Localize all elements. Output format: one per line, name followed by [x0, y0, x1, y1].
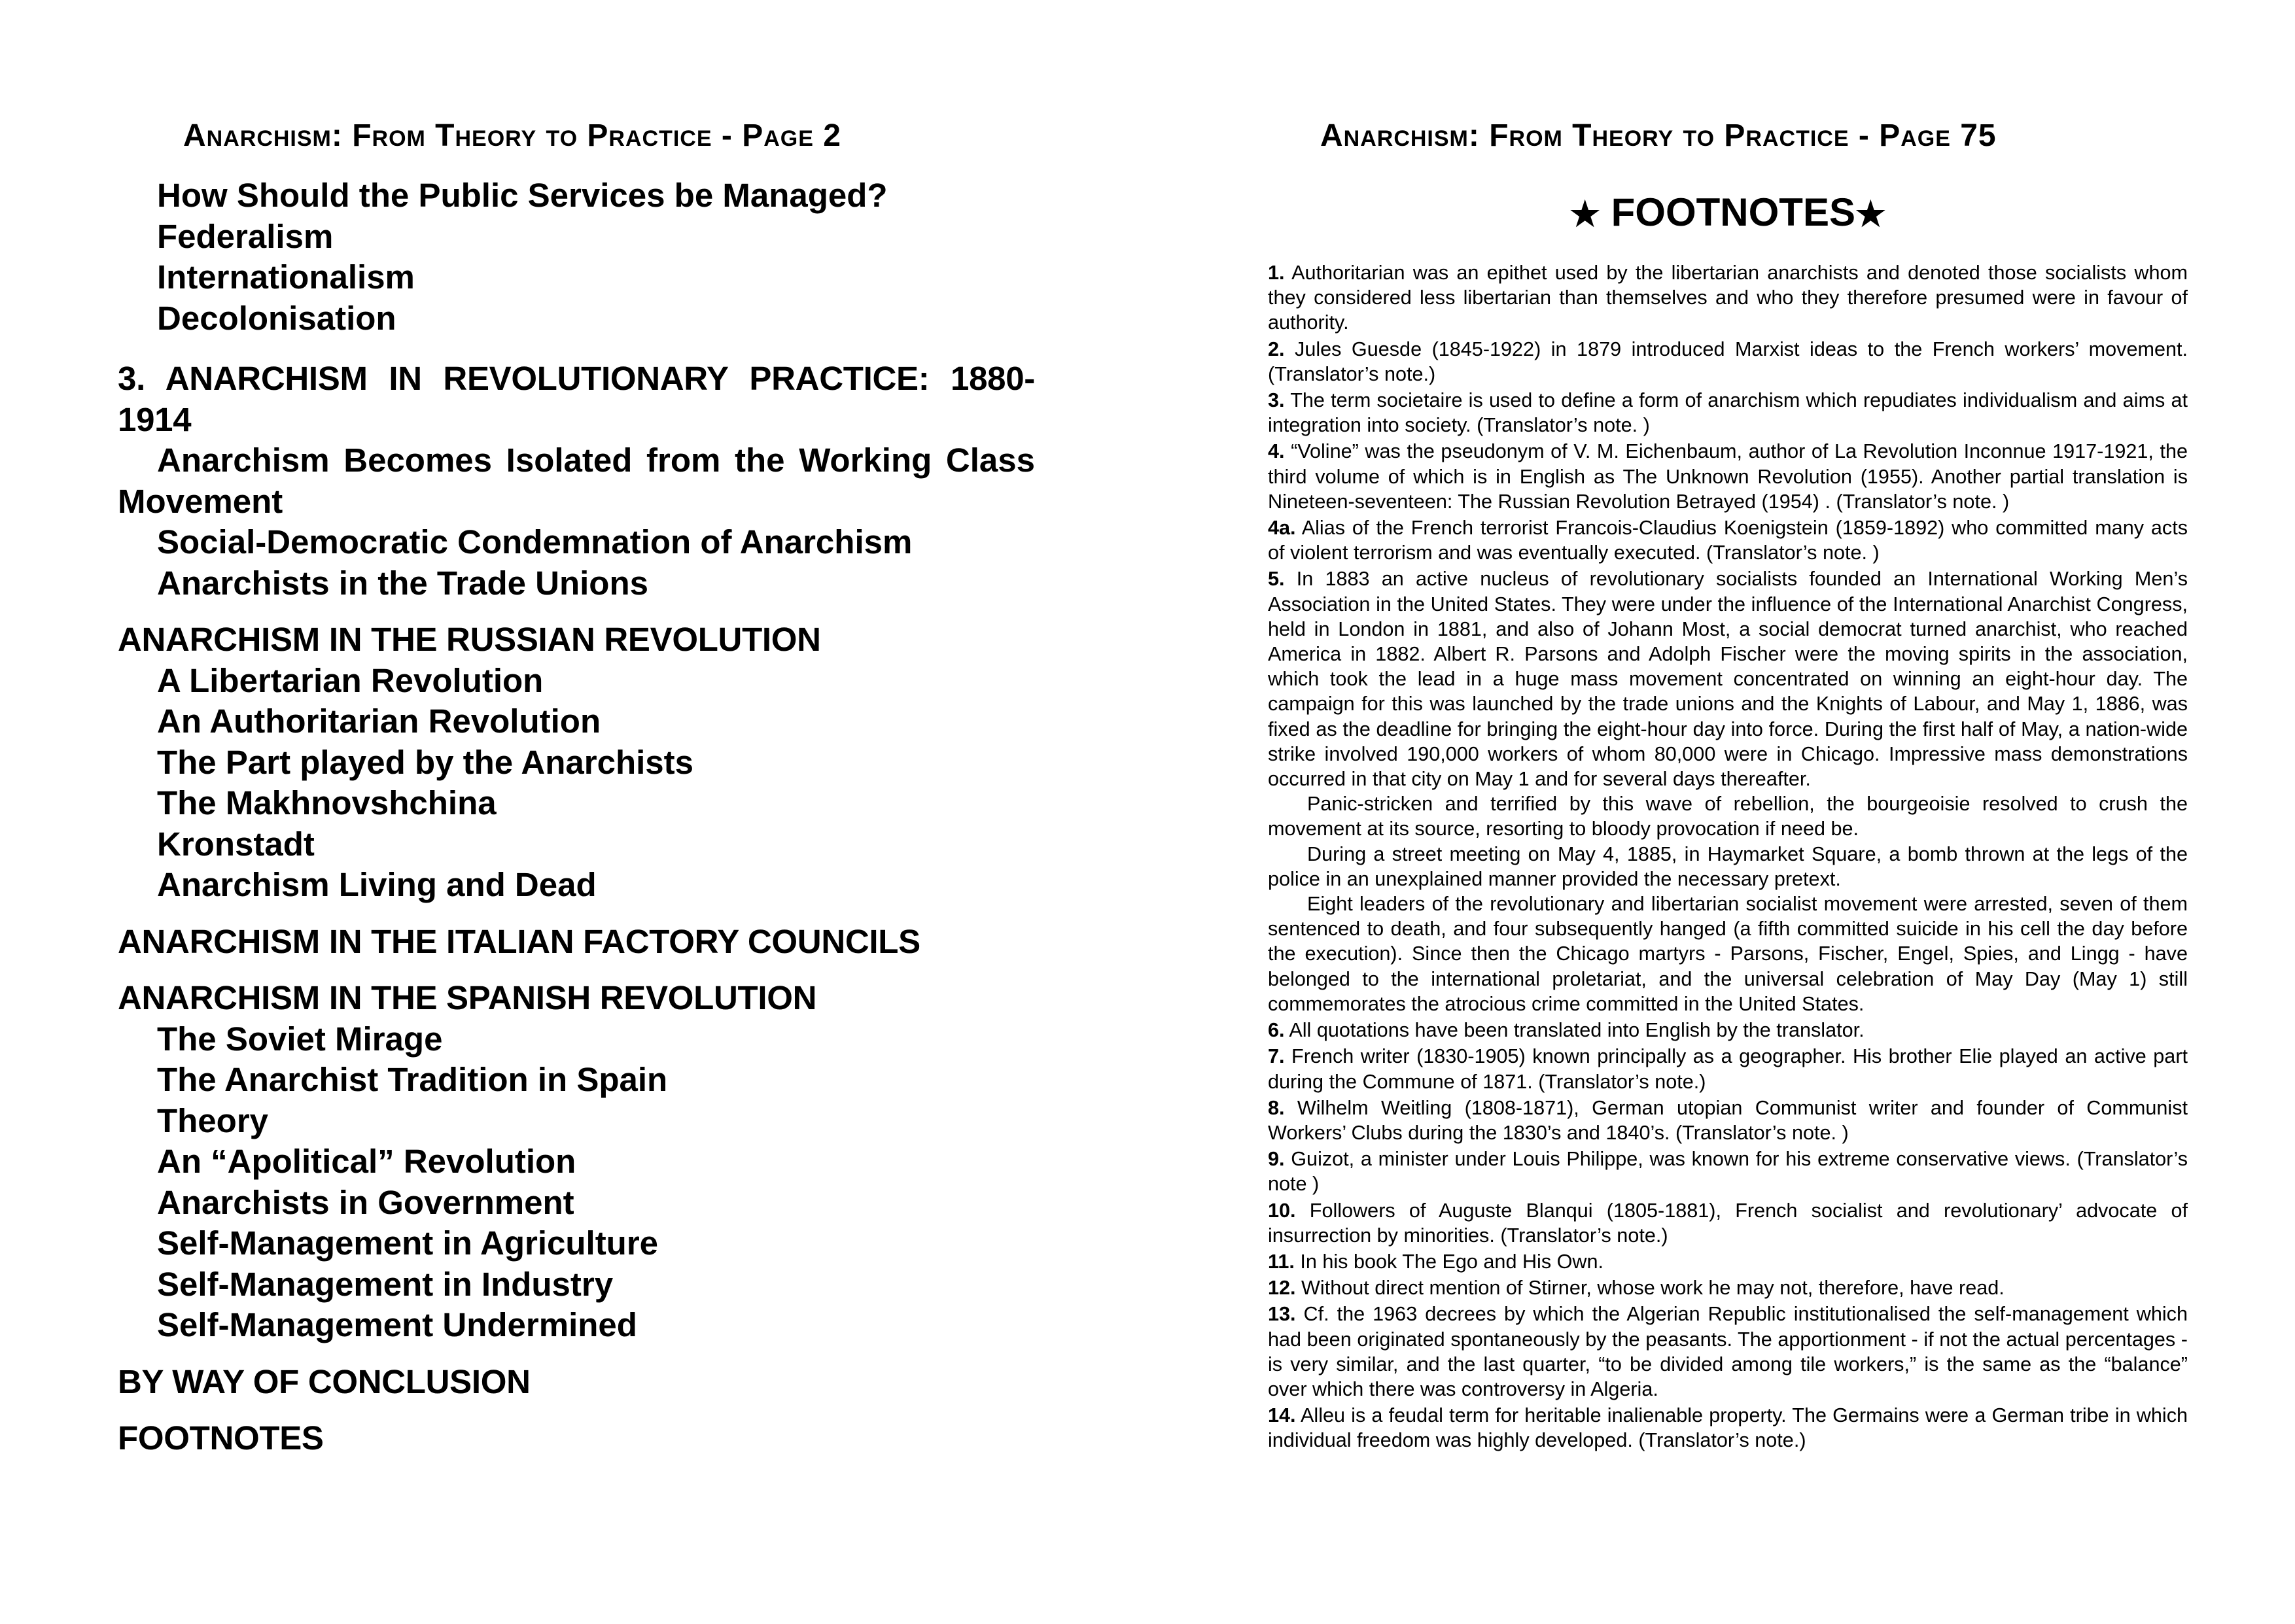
footnote-number: 2.: [1268, 337, 1285, 360]
toc-entry: Decolonisation: [157, 299, 396, 337]
footnote: [1268, 1096, 2188, 1145]
footnote-text: Wilhelm Weitling (1808-1871), German utopian Communist writer and founder of Communist Workers’ Clubs during the 1830’s and 1840’s. (Translator’s note. ): [1268, 1096, 2188, 1144]
toc-entry: Anarchists in Government: [157, 1183, 574, 1221]
footnote: [1268, 1044, 2188, 1094]
toc-entry: Self-Management Undermined: [157, 1306, 637, 1343]
footnote-paragraph: Panic-stricken and terrified by this wave of rebellion, the bourgeoisie resolved to crush the movement at its source, resorting to bloody provocation if need be.: [1268, 793, 2188, 840]
toc-entry: Federalism: [157, 217, 334, 255]
toc-entry: Anarchists in the Trade Unions: [157, 564, 648, 602]
toc-section-heading: 3. ANARCHISM IN REVOLUTIONARY PRACTICE: 1880-1914: [118, 360, 1035, 438]
footnote: [1268, 1147, 2188, 1196]
footnote: [1268, 337, 2188, 387]
footnote-number: 11.: [1268, 1250, 1295, 1273]
right-page: [1268, 0, 2188, 1624]
footnote-text: French writer (1830-1905) known principally as a geographer. His brother Elie played an active part during the Commune of 1871. (Translator’s note.): [1268, 1045, 2188, 1093]
toc-entry: Kronstadt: [157, 825, 315, 863]
footnote-number: 9.: [1268, 1148, 1285, 1171]
footnote-text: In his book The Ego and His Own.: [1300, 1250, 1604, 1273]
toc-entry: A Libertarian Revolution: [157, 661, 544, 699]
footnote-number: 4a.: [1268, 517, 1296, 540]
toc-entry: Anarchism Becomes Isolated from the Working Class Movement: [118, 441, 1035, 520]
footnote-number: 8.: [1268, 1096, 1285, 1119]
footnote: [1268, 1403, 2188, 1453]
footnote-number: 13.: [1268, 1303, 1296, 1326]
footnote-number: 12.: [1268, 1277, 1296, 1300]
footnote-text: Without direct mention of Stirner, whose work he may not, therefore, have read.: [1301, 1277, 2005, 1300]
footnote-number: 4.: [1268, 440, 1285, 463]
toc-section-heading: ANARCHISM IN THE ITALIAN FACTORY COUNCILS: [118, 922, 920, 960]
footnote-number: 5.: [1268, 568, 1285, 591]
footnote-paragraph: Eight leaders of the revolutionary and libertarian socialist movement were arrested, seven of them sentenced to death, and four subsequently hanged (a fifth committed suicide in his cell the day before the execution). Since then the Chicago martyrs - Parsons, Fischer, Engel, Spies, and Lingg - have belonged to the international proletariat, and the universal celebration of May Day (May 1) still commemorates the atrocious crime committed in the United States.: [1268, 893, 2188, 1015]
toc-section-heading: FOOTNOTES: [118, 1419, 324, 1457]
toc-entry: The Soviet Mirage: [157, 1020, 443, 1058]
toc-section-heading: BY WAY OF CONCLUSION: [118, 1362, 531, 1400]
right-running-head: Anarchism: From Theory to Practice - Page 75: [1320, 118, 1997, 153]
footnote-number: 6.: [1268, 1019, 1285, 1042]
star-icon: ★: [1569, 196, 1600, 233]
footnote-text: Cf. the 1963 decrees by which the Algerian Republic institutionalised the self-management which had been originated spontaneously by the peasants. The apportionment - if not the actual percentages - is very similar, and the last quarter, “to be divided among tile workers,” is the same as the “balance” over which there was controversy in Algeria.: [1268, 1303, 2188, 1400]
table-of-contents: [118, 175, 1035, 1459]
toc-entry: The Anarchist Tradition in Spain: [157, 1061, 668, 1098]
footnote-text: Authoritarian was an epithet used by the libertarian anarchists and denoted those socialists whom they considered less libertarian than themselves and who they therefore presumed were in favour of authority.: [1268, 262, 2188, 334]
toc-entry: The Makhnovshchina: [157, 784, 497, 821]
star-icon: ★: [1855, 196, 1886, 233]
footnote: [1268, 1275, 2188, 1300]
toc-entry: Self-Management in Industry: [157, 1265, 614, 1303]
footnote: [1268, 566, 2188, 1016]
toc-section-heading: ANARCHISM IN THE RUSSIAN REVOLUTION: [118, 621, 821, 658]
footnote-number: 3.: [1268, 389, 1285, 412]
footnote: [1268, 515, 2188, 565]
toc-entry: An Authoritarian Revolution: [157, 702, 601, 740]
footnote: [1268, 1302, 2188, 1402]
toc-entry: The Part played by the Anarchists: [157, 743, 694, 781]
footnote-text: Alias of the French terrorist Francois-Claudius Koenigstein (1859-1892) who committed many acts of violent terrorism and was eventually executed. (Translator’s note. ): [1268, 517, 2188, 564]
footnote: [1268, 260, 2188, 336]
footnote-text: “Voline” was the pseudonym of V. M. Eichenbaum, author of La Revolution Inconnue 1917-1921, the third volume of which is in English as The Unknown Revolution (1955). Another partial translation is Nineteen-seventeen: The Russian Revolution Betrayed (1954) . (Translator’s note. ): [1268, 440, 2188, 513]
footnote-number: 14.: [1268, 1404, 1296, 1427]
toc-section-heading: ANARCHISM IN THE SPANISH REVOLUTION: [118, 979, 817, 1016]
footnote: [1268, 388, 2188, 438]
footnote-paragraph: During a street meeting on May 4, 1885, in Haymarket Square, a bomb thrown at the legs of the police in an unexplained manner provided the necessary pretext.: [1268, 842, 2188, 890]
footnote-text: The term societaire is used to define a form of anarchism which repudiates individualism and aims at integration into society. (Translator’s note. ): [1268, 389, 2188, 437]
toc-entry: Theory: [157, 1101, 269, 1139]
footnote-text: Jules Guesde (1845-1922) in 1879 introduced Marxist ideas to the French workers’ movement. (Translator’s note.): [1268, 337, 2188, 385]
footnote-text: All quotations have been translated into English by the translator.: [1289, 1019, 1865, 1042]
footnote-text: In 1883 an active nucleus of revolutionary socialists founded an International Working Men’s Association in the United States. They were under the influence of the International Anarchist Congress, held in London in 1881, and also of Johann Most, a social democrat turned anarchist, who reached America in 1882. Albert R. Parsons and Adolph Fischer were the moving spirits in the association, which took the lead in a huge mass movement concentrated on winning an eight-hour day. The campaign for this was launched by the trade unions and the Knights of Labour, and May 1, 1886, was fixed as the deadline for bringing the eight-hour day into force. During the first half of May, a nation-wide strike involved 190,000 workers of whom 80,000 were in Chicago. Impressive mass demonstrations occurred in that city on May 1 and for several days thereafter.: [1268, 568, 2188, 791]
footnote-text: Guizot, a minister under Louis Philippe, was known for his extreme conservative views. (Translator’s note ): [1268, 1148, 2188, 1196]
toc-entry: Internationalism: [157, 258, 415, 296]
footnotes-title: [1268, 190, 2188, 237]
left-page: [118, 0, 1035, 1624]
footnote: [1268, 1249, 2188, 1274]
left-running-head: Anarchism: From Theory to Practice - Page 2: [183, 118, 841, 153]
footnote-number: 1.: [1268, 262, 1285, 284]
footnote-number: 7.: [1268, 1045, 1285, 1068]
footnote-text: Alleu is a feudal term for heritable inalienable property. The Germains were a German tribe in which individual freedom was highly developed. (Translator’s note.): [1268, 1404, 2188, 1452]
footnote: [1268, 439, 2188, 514]
toc-entry: An “Apolitical” Revolution: [157, 1143, 576, 1180]
footnote-number: 10.: [1268, 1199, 1296, 1222]
toc-entry: How Should the Public Services be Managed?: [157, 177, 888, 214]
footnote: [1268, 1018, 2188, 1043]
toc-entry: Self-Management in Agriculture: [157, 1224, 659, 1262]
footnote: [1268, 1198, 2188, 1248]
toc-entry: Social-Democratic Condemnation of Anarchism: [157, 523, 913, 561]
footnotes-list: [1268, 260, 2188, 1455]
toc-entry: Anarchism Living and Dead: [157, 866, 597, 903]
footnote-text: Followers of Auguste Blanqui (1805-1881), French socialist and revolutionary’ advocate of insurrection by minorities. (Translator’s note.): [1268, 1199, 2188, 1247]
footnotes-heading: FOOTNOTES: [1611, 190, 1855, 234]
